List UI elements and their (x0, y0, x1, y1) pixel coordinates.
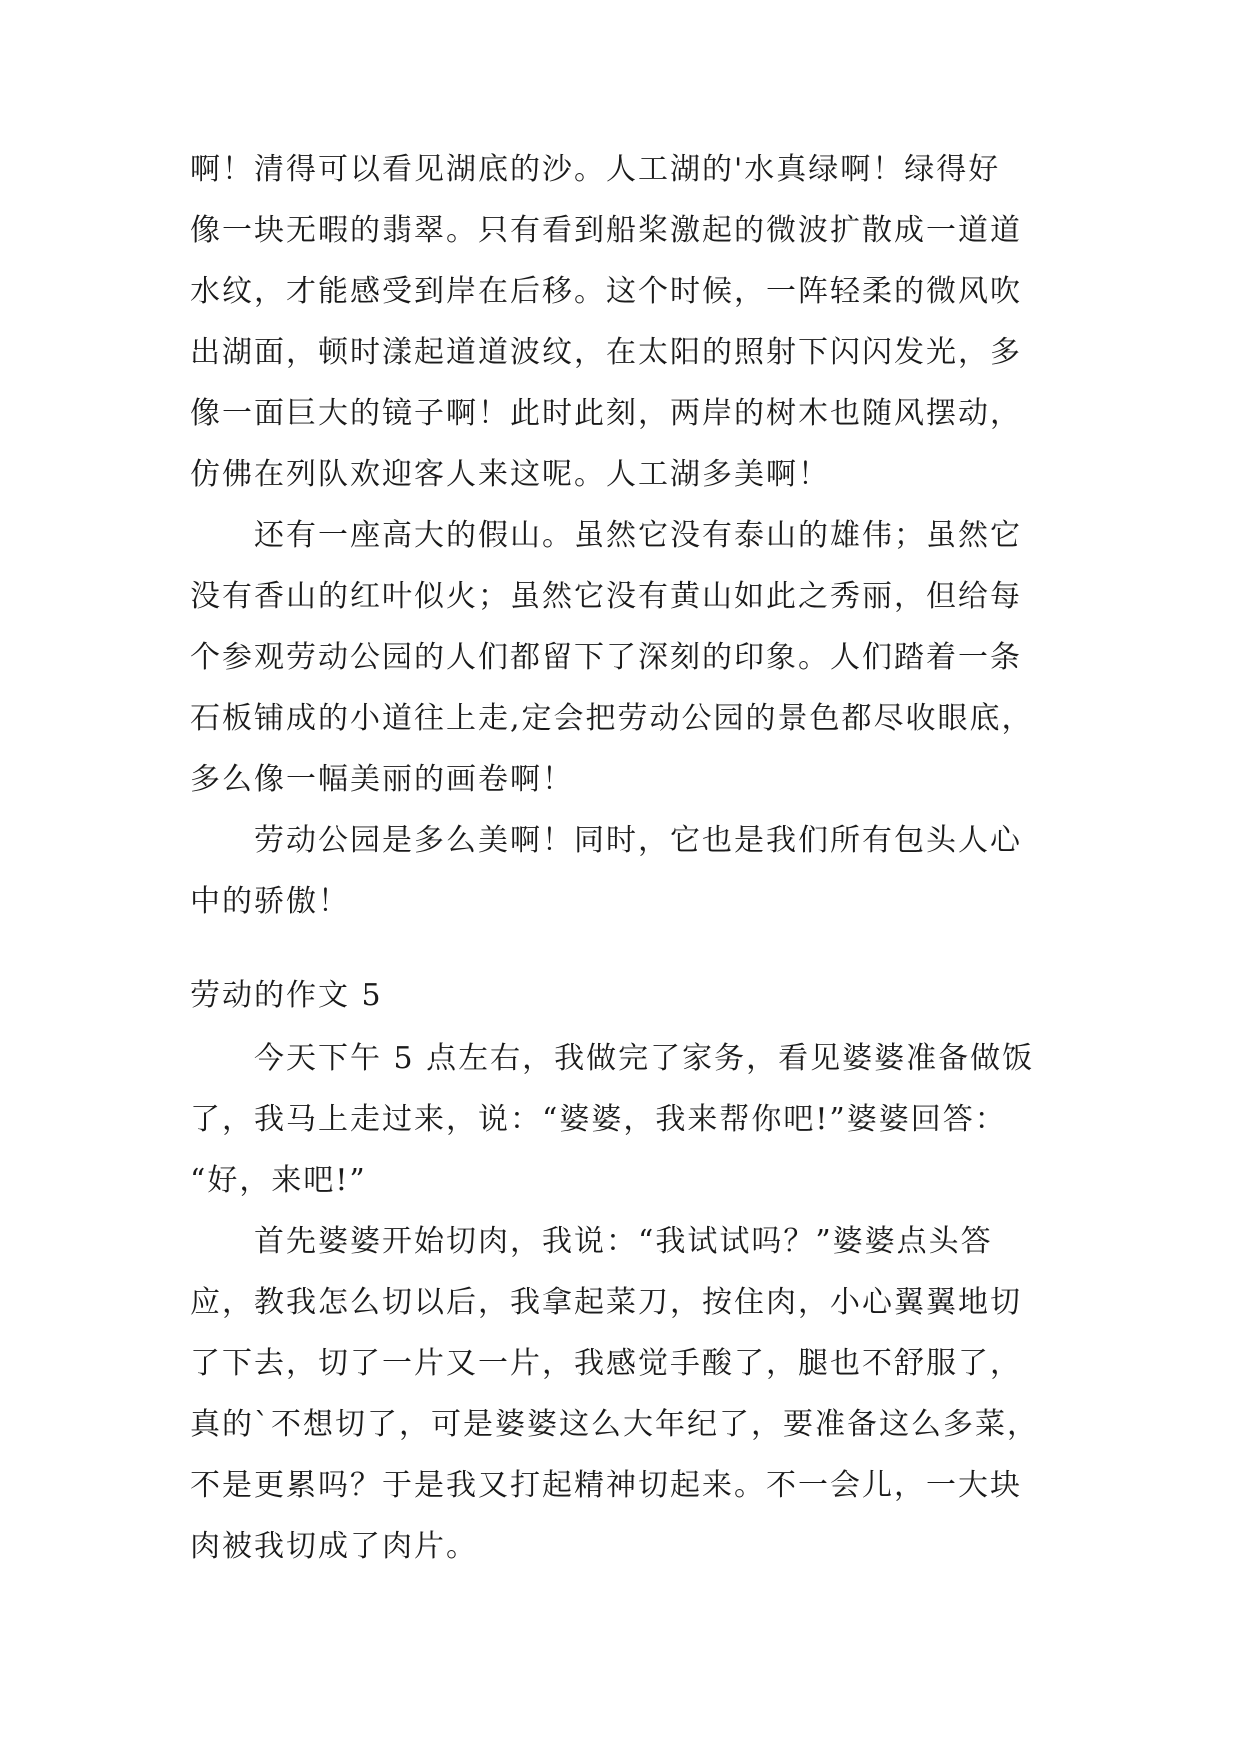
essay-body-part-1 (190, 139, 1060, 932)
text-line: 中的骄傲！ (190, 884, 350, 919)
text-line: 了，我马上走过来，说：“婆婆，我来帮你吧!”婆婆回答： (190, 1102, 1007, 1137)
essay-body-part-2 (190, 1028, 1060, 1577)
text-line: 劳动公园是多么美啊！同时，它也是我们所有包头人心 (190, 823, 1022, 858)
text-line: 首先婆婆开始切肉，我说：“我试试吗？”婆婆点头答 (190, 1224, 993, 1259)
essay-heading: 劳动的作文 5 (190, 978, 383, 1013)
text-line: 不是更累吗？于是我又打起精神切起来。不一会儿，一大块 (190, 1468, 1022, 1503)
text-line: 啊！清得可以看见湖底的沙。人工湖的'水真绿啊！绿得好 (190, 152, 1001, 187)
text-line: 像一块无暇的翡翠。只有看到船桨激起的微波扩散成一道道 (190, 213, 1022, 248)
text-line: 石板铺成的小道往上走,定会把劳动公园的景色都尽收眼底， (190, 701, 1034, 736)
text-line: 肉被我切成了肉片。 (190, 1529, 478, 1564)
text-line: 应，教我怎么切以后，我拿起菜刀，按住肉，小心翼翼地切 (190, 1285, 1022, 1320)
text-line: 了下去，切了一片又一片，我感觉手酸了，腿也不舒服了， (190, 1346, 1022, 1381)
text-line: 没有香山的红叶似火；虽然它没有黄山如此之秀丽，但给每 (190, 579, 1022, 614)
text-line: “好，来吧!” (190, 1163, 367, 1198)
text-line: 多么像一幅美丽的画卷啊！ (190, 762, 574, 797)
text-line: 个参观劳动公园的人们都留下了深刻的印象。人们踏着一条 (190, 640, 1022, 675)
text-line: 像一面巨大的镜子啊！此时此刻，两岸的树木也随风摆动， (190, 396, 1022, 431)
text-line: 真的`不想切了，可是婆婆这么大年纪了，要准备这么多菜， (190, 1407, 1039, 1442)
text-line: 今天下午 5 点左右，我做完了家务，看见婆婆准备做饭 (190, 1041, 1035, 1076)
text-line: 出湖面，顿时漾起道道波纹，在太阳的照射下闪闪发光，多 (190, 335, 1022, 370)
text-line: 仿佛在列队欢迎客人来这呢。人工湖多美啊！ (190, 457, 830, 492)
text-line: 水纹，才能感受到岸在后移。这个时候，一阵轻柔的微风吹 (190, 274, 1022, 309)
text-line: 还有一座高大的假山。虽然它没有泰山的雄伟；虽然它 (190, 518, 1022, 553)
